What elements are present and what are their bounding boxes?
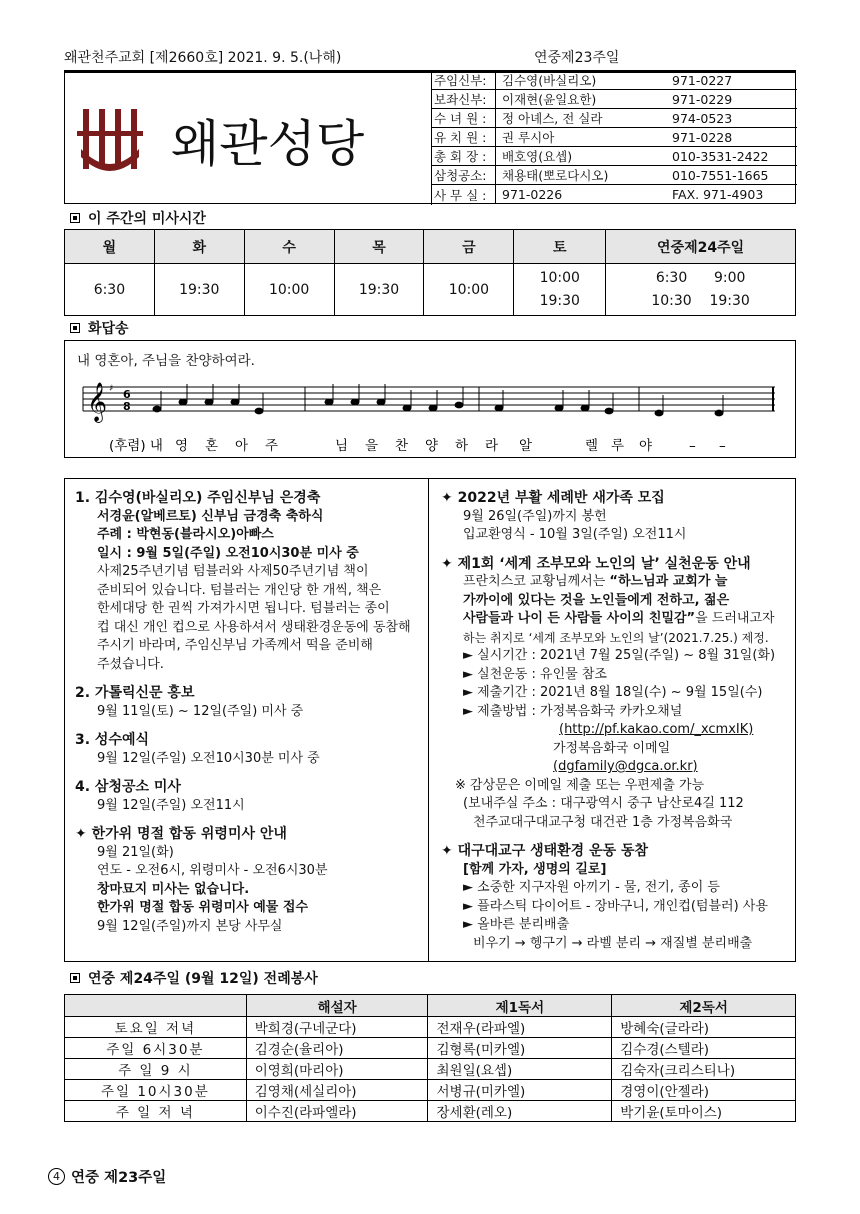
duty-header: 제1독서 bbox=[428, 995, 612, 1017]
news-line: 프란치스코 교황님께서는 “하느님과 교회가 늘 bbox=[463, 574, 728, 589]
news-title: 4. 삼청공소 미사 bbox=[75, 779, 181, 795]
day-header: 연중제24주일 bbox=[606, 230, 796, 264]
note-head bbox=[655, 410, 664, 417]
staff-row bbox=[432, 166, 797, 185]
news-note: 천주교대구대교구청 대건관 1층 가정복음화국 bbox=[473, 814, 733, 830]
mass-time: 19:30 bbox=[539, 292, 580, 309]
duty-row bbox=[65, 1038, 796, 1059]
note-head bbox=[455, 402, 464, 409]
note-head bbox=[403, 405, 412, 412]
duty-row bbox=[65, 1059, 796, 1080]
staff-role: 주임신부: bbox=[432, 71, 496, 89]
treble-clef-icon: 𝄞 bbox=[87, 382, 108, 422]
svg-text:♯: ♯ bbox=[109, 384, 114, 394]
news-line: ► 실천운동 : 유인물 참조 bbox=[463, 666, 607, 682]
responsorial-psalm bbox=[64, 340, 796, 458]
psalm-text: 내 영혼아, 주님을 찬양하여라. bbox=[77, 353, 255, 369]
news-line: 준비되어 있습니다. 텀블러는 개인당 한 개씩, 책은 bbox=[97, 582, 382, 598]
day-header: 화 bbox=[154, 230, 244, 264]
news-line: 가까이에 있다는 것을 노인들에게 전하고, 젊은 bbox=[463, 592, 730, 608]
svg-text:6: 6 bbox=[123, 388, 131, 401]
staff-directory bbox=[431, 71, 797, 205]
staff-role: 삼청공소: bbox=[432, 166, 496, 184]
lyric-syllable: 라 bbox=[485, 438, 499, 454]
news-line: 9월 21일(화) bbox=[97, 844, 174, 860]
duty-row bbox=[65, 1080, 796, 1101]
duty-person: 김숙자(크리스티나) bbox=[612, 1059, 796, 1080]
staff-role: 총 회 장 : bbox=[432, 147, 496, 165]
news-line: ► 제출기간 : 2021년 8월 18일(수) ~ 9월 15일(수) bbox=[463, 685, 763, 700]
staff-phone: 971-0229 bbox=[672, 91, 733, 107]
note-head bbox=[495, 405, 504, 412]
news-line: ► 올바른 분리배출 bbox=[463, 917, 570, 932]
svg-text:8: 8 bbox=[123, 400, 131, 413]
duty-person: 이영희(마리아) bbox=[246, 1059, 428, 1080]
lyric-syllable: – bbox=[689, 438, 696, 454]
note-head bbox=[351, 399, 360, 406]
news-title: ✦ 대구대교구 생태환경 운동 동참 bbox=[441, 843, 649, 859]
page-footer bbox=[48, 1166, 166, 1187]
news-line: 입교환영식 - 10월 3일(주일) 오전11시 bbox=[463, 527, 687, 542]
news-line: 한세대당 한 권씩 가져가시면 됩니다. 텀블러는 종이 bbox=[97, 601, 390, 616]
parish-logo bbox=[77, 101, 417, 181]
news-line: 주례 : 박현동(블라시오)아빠스 bbox=[97, 527, 274, 542]
news-title: 2. 가톨릭신문 홍보 bbox=[75, 685, 195, 701]
duty-person: 이수진(라파엘라) bbox=[246, 1101, 428, 1122]
staff-phone: 974-0523 bbox=[672, 110, 733, 126]
news-line: 9월 26일(주일)까지 봉헌 bbox=[463, 508, 607, 524]
news-line: 비우기 → 헹구기 → 라벨 분리 → 재질별 분리배출 bbox=[473, 935, 753, 951]
mass-time: 10:00 bbox=[244, 264, 334, 316]
duty-header bbox=[65, 995, 247, 1017]
announcements-left bbox=[75, 489, 421, 936]
staff-row bbox=[432, 90, 797, 109]
duty-person: 최원일(요셉) bbox=[428, 1059, 612, 1080]
news-note: ※ 감상문은 이메일 제출 또는 우편제출 가능 bbox=[455, 777, 705, 793]
page-number: 4 bbox=[48, 1168, 65, 1185]
staff-row bbox=[432, 109, 797, 128]
liturgical-day: 연중제23주일 bbox=[534, 50, 620, 66]
kakao-link[interactable]: (http://pf.kakao.com/_xcmxIK) bbox=[559, 722, 754, 737]
note-head bbox=[179, 399, 188, 406]
news-line: 9월 12일(주일) 오전10시30분 미사 중 bbox=[97, 750, 320, 766]
news-title: ✦ 한가위 명절 합동 위령미사 안내 bbox=[75, 826, 287, 842]
note-head bbox=[555, 405, 564, 412]
mass-time: 10:30 19:30 bbox=[651, 292, 750, 309]
duty-person: 박희경(구네군다) bbox=[246, 1017, 428, 1038]
parish-name: 왜관성당 bbox=[171, 115, 365, 173]
duty-person: 김수경(스텔라) bbox=[612, 1038, 796, 1059]
staff-name: 권 루시아 bbox=[502, 130, 555, 145]
duty-header: 제2독서 bbox=[612, 995, 796, 1017]
music-score bbox=[79, 375, 779, 455]
mass-time-sat bbox=[514, 264, 606, 316]
note-head bbox=[581, 405, 590, 412]
lyric-syllable: 찬 bbox=[395, 438, 409, 454]
staff-role: 유 치 원 : bbox=[432, 128, 496, 146]
staff-role: 수 녀 원 : bbox=[432, 109, 496, 127]
duty-time: 주 일 9 시 bbox=[65, 1059, 247, 1080]
mass-time: 6:30 9:00 bbox=[655, 269, 746, 286]
duty-person: 장세환(레오) bbox=[428, 1101, 612, 1122]
news-line: ► 제출방법 : 가정복음화국 카카오채널 bbox=[463, 703, 683, 719]
lyric-syllable: 혼 bbox=[205, 438, 219, 454]
news-line: 주셨습니다. bbox=[97, 656, 164, 672]
staff-phone: 010-3531-2422 bbox=[672, 148, 769, 164]
news-line: ► 실시기간 : 2021년 7월 25일(주일) ~ 8월 31일(화) bbox=[463, 648, 776, 663]
news-line: 9월 11일(토) ~ 12일(주일) 미사 중 bbox=[97, 703, 304, 719]
bullet-square-icon bbox=[70, 323, 80, 333]
duty-time: 토요일 저녁 bbox=[65, 1017, 247, 1038]
staff-name: 정 아녜스, 전 실라 bbox=[502, 111, 603, 126]
mass-time: 10:00 bbox=[539, 269, 580, 286]
note-head bbox=[231, 399, 240, 406]
mass-section-title: 이 주간의 미사시간 bbox=[70, 208, 206, 228]
duty-person: 전재우(라파엘) bbox=[428, 1017, 612, 1038]
staff-role: 보좌신부: bbox=[432, 90, 496, 108]
news-title: 3. 성수예식 bbox=[75, 732, 150, 748]
note-head bbox=[429, 405, 438, 412]
staff-role: 사 무 실 : bbox=[432, 185, 496, 204]
psalm-section-title: 화답송 bbox=[70, 318, 129, 338]
duty-person: 서병규(미카엘) bbox=[428, 1080, 612, 1101]
staff-row bbox=[432, 71, 797, 90]
lyric-syllable: 을 bbox=[365, 438, 379, 454]
duty-time: 주일 10시30분 bbox=[65, 1080, 247, 1101]
note-head bbox=[205, 399, 214, 406]
news-title: ✦ 2022년 부활 세례반 새가족 모집 bbox=[441, 490, 665, 506]
staff-name: 김수영(바실리오) bbox=[502, 73, 597, 88]
day-header: 월 bbox=[65, 230, 155, 264]
news-line: [함께 가자, 생명의 길로] bbox=[463, 861, 607, 877]
mass-time: 19:30 bbox=[334, 264, 424, 316]
lyric-syllable: 양 bbox=[425, 438, 439, 454]
note-head bbox=[255, 408, 264, 415]
announcements-right bbox=[441, 489, 793, 953]
news-line: 하는 취지로 ‘세계 조부모와 노인의 날’(2021.7.25.) 제정. bbox=[463, 630, 769, 645]
duty-person: 박기윤(토마이스) bbox=[612, 1101, 796, 1122]
news-line: 연도 - 오전6시, 위령미사 - 오전6시30분 bbox=[97, 863, 328, 878]
news-title: 1. 김수영(바실리오) 주임신부님 은경축 bbox=[75, 490, 321, 506]
bullet-square-icon bbox=[70, 973, 80, 983]
liturgy-duty-table bbox=[64, 994, 796, 1122]
day-header: 목 bbox=[334, 230, 424, 264]
note-head bbox=[377, 399, 386, 406]
staff-phone: 971-0227 bbox=[672, 72, 733, 88]
news-line: 가정복음화국 이메일 bbox=[553, 740, 671, 756]
duty-time: 주일 6시30분 bbox=[65, 1038, 247, 1059]
news-line: 서경윤(알베르토) 신부님 금경축 축하식 bbox=[97, 508, 324, 524]
lyric-syllable: 렐 bbox=[585, 438, 599, 454]
masthead bbox=[64, 70, 796, 204]
day-header: 금 bbox=[424, 230, 514, 264]
staff-name: 971-0226 bbox=[502, 187, 563, 202]
lyric-syllable: 알 bbox=[519, 438, 533, 454]
lyric-syllable: 아 bbox=[235, 438, 249, 454]
news-line: 창마묘지 미사는 없습니다. bbox=[97, 881, 250, 897]
news-line: ► 플라스틱 다이어트 - 장바구니, 개인컵(텀블러) 사용 bbox=[463, 898, 768, 914]
staff-phone: 971-0228 bbox=[672, 129, 733, 145]
duty-person: 경영이(안젤라) bbox=[612, 1080, 796, 1101]
lyric-syllable: 루 bbox=[611, 438, 625, 454]
note-head bbox=[605, 408, 614, 415]
day-header: 토 bbox=[514, 230, 606, 264]
duty-row bbox=[65, 1101, 796, 1122]
note-head bbox=[153, 406, 162, 413]
staff-name: 이재현(윤일요한) bbox=[502, 92, 597, 107]
lyric-syllable: 주 bbox=[265, 438, 279, 454]
duty-header: 해설자 bbox=[246, 995, 428, 1017]
note-head bbox=[715, 410, 724, 417]
announcements bbox=[64, 478, 796, 962]
staff-name: 채용태(뽀로다시오) bbox=[502, 168, 609, 183]
news-title: ✦ 제1회 ‘세계 조부모와 노인의 날’ 실천운동 안내 bbox=[441, 555, 751, 572]
lyric-syllable: 야 bbox=[639, 438, 653, 454]
news-line: 한가위 명절 합동 위령미사 예물 접수 bbox=[97, 900, 308, 915]
lyric-syllable: – bbox=[719, 438, 726, 454]
news-line: 9월 12일(주일)까지 본당 사무실 bbox=[97, 918, 283, 934]
news-line: 사람들과 나이 든 사람들 사이의 친밀감”을 드러내고자 bbox=[463, 611, 775, 626]
mass-schedule-table bbox=[64, 229, 796, 316]
mass-time: 19:30 bbox=[154, 264, 244, 316]
mass-time: 10:00 bbox=[424, 264, 514, 316]
duty-person: 방혜숙(글라라) bbox=[612, 1017, 796, 1038]
news-line: 9월 12일(주일) 오전11시 bbox=[97, 797, 245, 813]
staff-row bbox=[432, 185, 797, 204]
duty-person: 김경순(율리아) bbox=[246, 1038, 428, 1059]
staff-row bbox=[432, 147, 797, 166]
duty-section-title: 연중 제24주일 (9월 12일) 전례봉사 bbox=[70, 968, 318, 988]
lyric-syllable: (후렴) 내 bbox=[109, 438, 163, 454]
mass-time-sun bbox=[606, 264, 796, 316]
footer-text: 연중 제23주일 bbox=[71, 1170, 167, 1186]
lyric-syllable: 님 bbox=[335, 438, 349, 454]
duty-person: 김형록(미카엘) bbox=[428, 1038, 612, 1059]
mass-time: 6:30 bbox=[65, 264, 155, 316]
duty-time: 주 일 저 녁 bbox=[65, 1101, 247, 1122]
news-line: 사제25주년기념 텀블러와 사제50주년기념 책이 bbox=[97, 564, 369, 579]
staff-phone: 010-7551-1665 bbox=[672, 167, 769, 183]
issue-info: 왜관천주교회 [제2660호] 2021. 9. 5.(나해) bbox=[64, 50, 342, 66]
duty-row bbox=[65, 1017, 796, 1038]
note-head bbox=[325, 399, 334, 406]
lyric-syllable: 하 bbox=[455, 438, 469, 454]
staff-name: 배호영(요셉) bbox=[502, 149, 573, 164]
duty-person: 김영채(세실리아) bbox=[246, 1080, 428, 1101]
bullet-square-icon bbox=[70, 213, 80, 223]
staff-phone: FAX. 971-4903 bbox=[672, 187, 764, 202]
day-header: 수 bbox=[244, 230, 334, 264]
staff-row bbox=[432, 128, 797, 147]
email-link[interactable]: (dgfamily@dgca.or.kr) bbox=[553, 759, 698, 774]
news-line: 컵 대신 개인 컵으로 사용하셔서 생태환경운동에 동참해 bbox=[97, 619, 411, 635]
news-line: 주시기 바라며, 주임신부님 가족께서 떡을 준비해 bbox=[97, 638, 373, 653]
news-line: 일시 : 9월 5일(주일) 오전10시30분 미사 중 bbox=[97, 545, 359, 561]
news-line: ► 소중한 지구자원 아끼기 - 물, 전기, 종이 등 bbox=[463, 880, 720, 895]
lyric-syllable: 영 bbox=[175, 438, 189, 454]
news-note: (보내주실 주소 : 대구광역시 중구 남산로4길 112 bbox=[463, 796, 744, 811]
